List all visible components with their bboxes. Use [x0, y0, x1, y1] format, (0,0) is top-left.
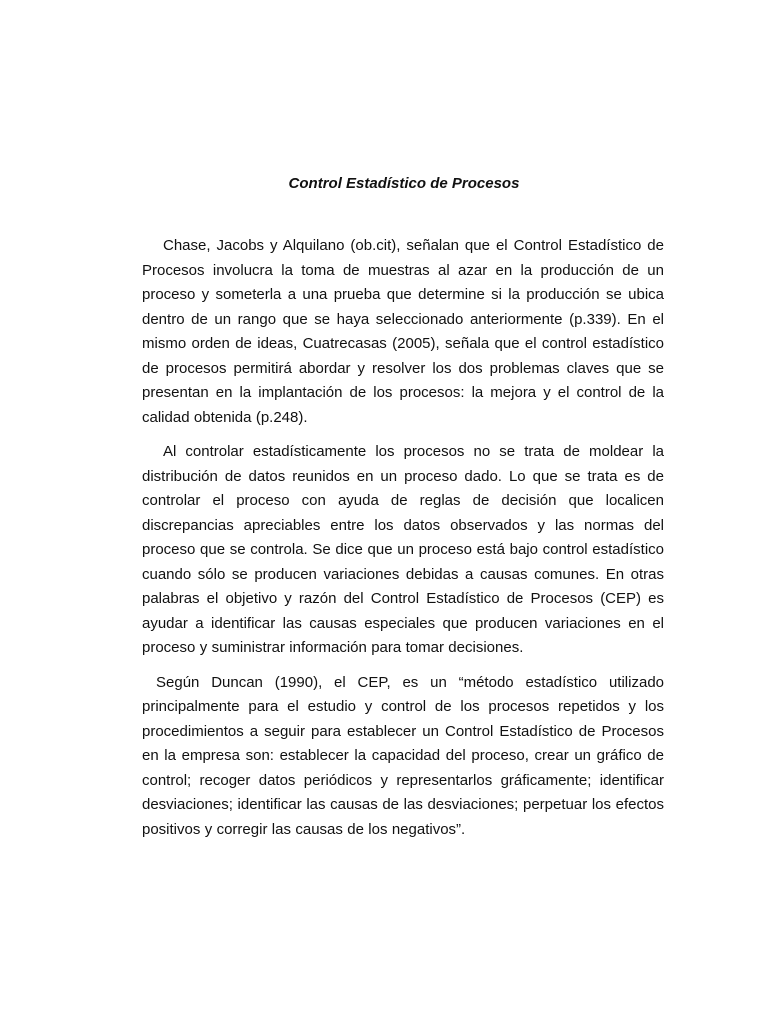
page-title: Control Estadístico de Procesos — [288, 175, 520, 192]
document-body — [142, 234, 664, 852]
paragraph-3: Según Duncan (1990), el CEP, es un “método estadístico utilizado principalmente para el estudio y control de los procesos repetidos y los procedimientos a seguir para establecer un Control Estadístico de Procesos en la empresa son: establecer la capacidad del proceso, crear un gráfico de control; recoger datos periódicos y representarlos gráficamente; identificar desviaciones; identificar las causas de las desviaciones; perpetuar los efectos positivos y corregir las causas de los negativos”. — [142, 673, 664, 838]
paragraph-1: Chase, Jacobs y Alquilano (ob.cit), señalan que el Control Estadístico de Procesos involucra la toma de muestras al azar en la producción de un proceso y someterla a una prueba que determine si la producción se ubica dentro de un rango que se haya seleccionado anteriormente (p.339). En el mismo orden de ideas, Cuatrecasas (2005), señala que el control estadístico de procesos permitirá abordar y resolver los dos problemas claves que se presentan en la implantación de los procesos: la mejora y el control de la calidad obtenida (p.248). — [142, 237, 664, 426]
paragraph-2: Al controlar estadísticamente los procesos no se trata de moldear la distribución de datos reunidos en un proceso dado. Lo que se trata es de controlar el proceso con ayuda de reglas de decisión que localicen discrepancias apreciables entre los datos observados y las normas del proceso que se controla. Se dice que un proceso está bajo control estadístico cuando sólo se producen variaciones debidas a causas comunes. En otras palabras el objetivo y razón del Control Estadístico de Procesos (CEP) es ayudar a identificar las causas especiales que producen variaciones en el proceso y suministrar información para tomar decisiones. — [142, 443, 664, 656]
